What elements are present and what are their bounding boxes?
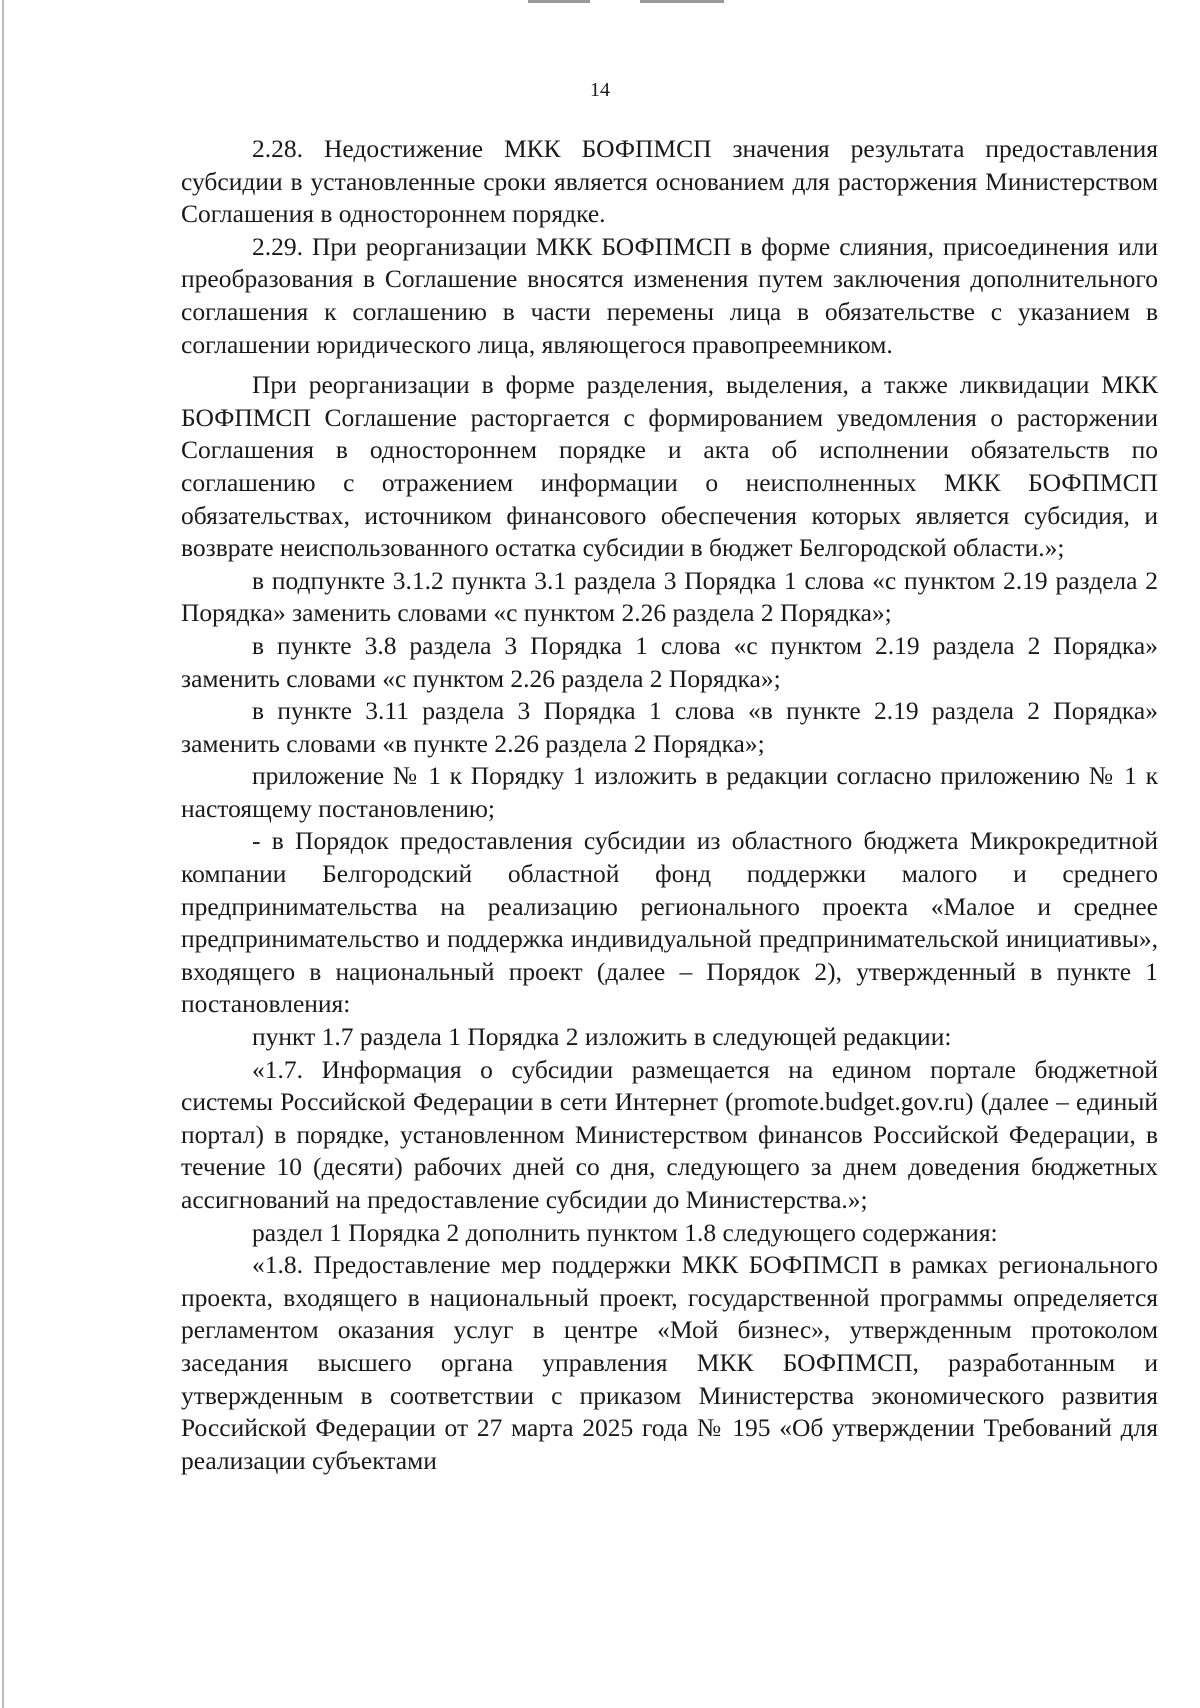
paragraph-amendment-3-1-2: в подпункте 3.1.2 пункта 3.1 раздела 3 Порядка 1 слова «с пунктом 2.19 раздела 2 Порядка» заменить словами «с пунктом 2.26 раздела 2 Порядка»; — [181, 565, 1158, 628]
paragraph-reorganization: При реорганизации в форме разделения, выделения, а также ликвидации МКК БОФПМСП Соглашение расторгается с формированием уведомления о расторжении Соглашения в одностороннем порядке и акта об исполнении обязательств по соглашению с отражением информации о неисполненных МКК БОФПМСП обязательствах, источником финансового обеспечения которых является субсидия, и возврате неиспользованного остатка субсидии в бюджет Белгородской области.»; — [181, 370, 1158, 563]
paragraph-1-8-intro: раздел 1 Порядка 2 дополнить пунктом 1.8 следующего содержания: — [252, 1217, 998, 1247]
document-body — [181, 133, 1158, 1477]
paragraph-1-7-intro: пункт 1.7 раздела 1 Порядка 2 изложить в следующей редакции: — [252, 1022, 952, 1052]
paragraph-1-8: «1.8. Предоставление мер поддержки МКК БОФПМСП в рамках регионального проекта, входящего в национальный проект, государственной программы определяется регламентом оказания услуг в центре «Мой бизнес», утвержденным протоколом заседания высшего органа управления МКК БОФПМСП, разработанным и утвержденным в соответствии с приказом Министерства экономического развития Российской Федерации от 27 марта 2025 года № 195 «Об утверждении Требований для реализации субъектами — [181, 1250, 1158, 1475]
page-number: 14 — [590, 79, 610, 101]
paragraph-amendment-3-8: в пункте 3.8 раздела 3 Порядка 1 слова «с пунктом 2.19 раздела 2 Порядка» заменить словами «с пунктом 2.26 раздела 2 Порядка»; — [181, 630, 1158, 693]
paragraph-2-29: 2.29. При реорганизации МКК БОФПМСП в форме слияния, присоединения или преобразования в Соглашение вносятся изменения путем заключения дополнительного соглашения к соглашению в части перемены лица в обязательстве с указанием в соглашении юридического лица, являющегося правопреемником. — [181, 231, 1158, 359]
paragraph-procedure-2: - в Порядок предоставления субсидии из областного бюджета Микрокредитной компании Белгородский областной фонд поддержки малого и среднего предпринимательства на реализацию регионального проекта «Малое и среднее предпринимательство и поддержка индивидуальной предпринимательской инициативы», входящего в национальный проект (далее – Порядок 2), утвержденный в пункте 1 постановления: — [181, 826, 1158, 1019]
paragraph-amendment-3-11: в пункте 3.11 раздела 3 Порядка 1 слова «в пункте 2.19 раздела 2 Порядка» заменить словами «в пункте 2.26 раздела 2 Порядка»; — [181, 696, 1158, 758]
paragraph-2-28: 2.28. Недостижение МКК БОФПМСП значения результата предоставления субсидии в установленные сроки является основанием для расторжения Министерством Соглашения в одностороннем порядке. — [181, 134, 1158, 229]
scan-top-mark — [640, 0, 724, 3]
paragraph-1-7: «1.7. Информация о субсидии размещается на едином портале бюджетной системы Российской Федерации в сети Интернет (promote.budget.gov.ru) (далее – единый портал) в порядке, установленном Министерством финансов Российской Федерации, в течение 10 (десяти) рабочих дней со дня, следующего за днем доведения бюджетных ассигнований на предоставление субсидии до Министерства.»; — [181, 1054, 1158, 1214]
scan-top-mark — [528, 0, 590, 3]
scan-edge-line — [2, 0, 4, 1708]
paragraph-appendix-1: приложение № 1 к Порядку 1 изложить в редакции согласно приложению № 1 к настоящему постановлению; — [181, 761, 1158, 823]
